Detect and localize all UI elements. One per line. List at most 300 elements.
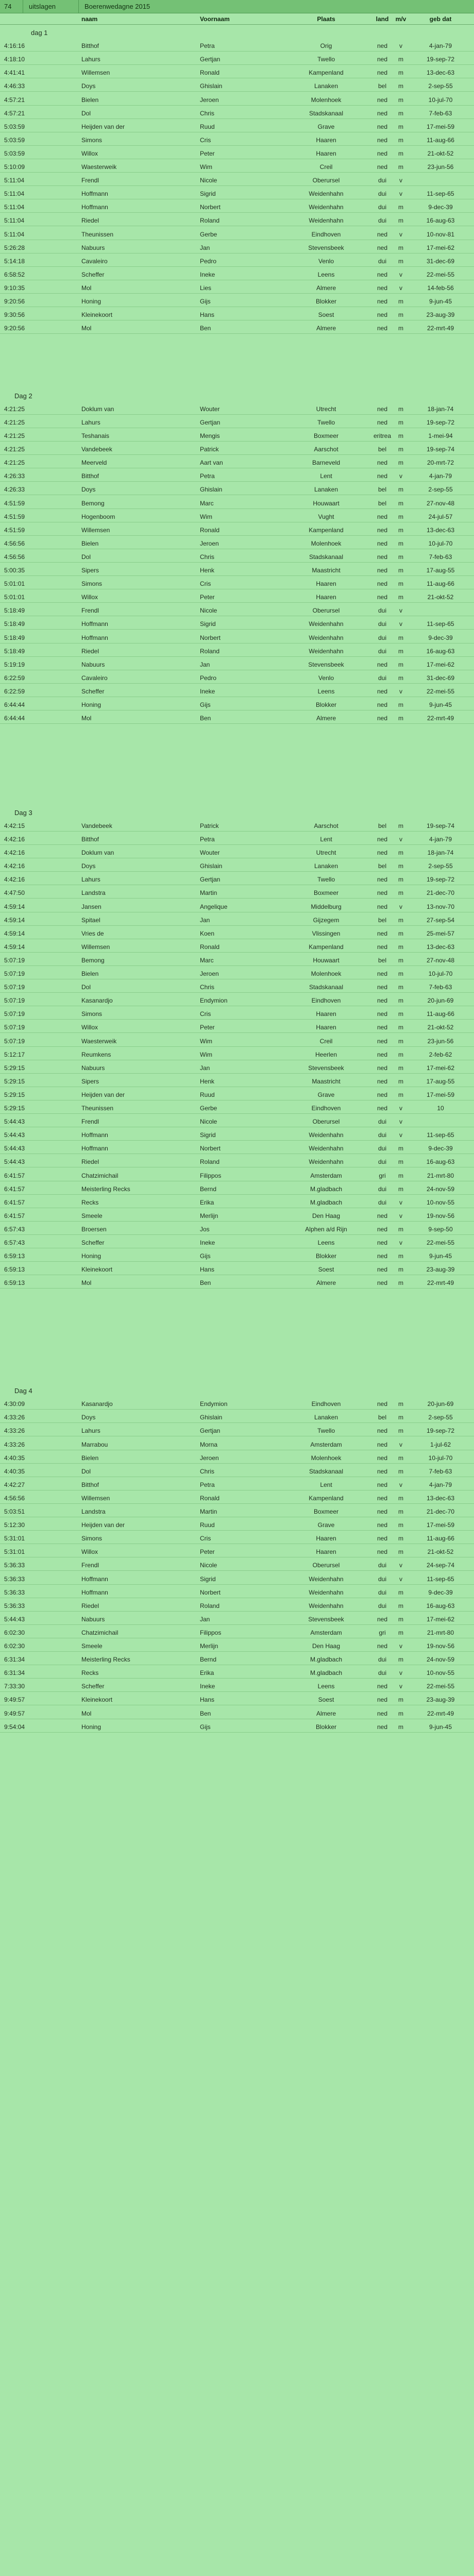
table-row[interactable]	[0, 847, 474, 858]
row-plaats[interactable]: Lent	[320, 836, 332, 843]
row-gebdat[interactable]: 10	[437, 1105, 444, 1112]
row-mv[interactable]: m	[398, 1467, 403, 1475]
table-row[interactable]	[0, 430, 474, 442]
row-land[interactable]: gri	[379, 1629, 386, 1636]
table-row[interactable]	[0, 134, 474, 146]
table-row[interactable]	[0, 309, 474, 320]
row-naam[interactable]: Kleinekoort	[81, 1696, 113, 1704]
row-voornaam[interactable]: Sigrid	[200, 1575, 216, 1583]
row-gebdat[interactable]: 18-jan-74	[427, 405, 454, 413]
row-naam[interactable]: Doklum van	[81, 849, 114, 857]
row-gebdat[interactable]: 7-feb-63	[429, 1467, 452, 1475]
row-gebdat[interactable]: 2-sep-55	[428, 1414, 453, 1421]
row-gebdat[interactable]: 24-jul-57	[428, 513, 453, 520]
row-gebdat[interactable]: 9-dec-39	[428, 1145, 453, 1153]
table-row[interactable]	[0, 1089, 474, 1100]
row-plaats[interactable]: M.gladbach	[310, 1198, 343, 1206]
row-time[interactable]: 5:03:59	[4, 123, 25, 130]
row-naam[interactable]: Simons	[81, 1535, 103, 1543]
row-time[interactable]: 5:12:30	[4, 1521, 25, 1529]
row-voornaam[interactable]: Gertjan	[200, 1427, 221, 1435]
row-naam[interactable]: Nabuurs	[81, 1615, 105, 1623]
row-plaats[interactable]: Stevensbeek	[308, 660, 344, 668]
row-time[interactable]: 6:31:34	[4, 1669, 25, 1677]
table-row[interactable]	[0, 201, 474, 213]
row-gebdat[interactable]: 10-jul-70	[428, 539, 453, 547]
row-plaats[interactable]: Weidenhahn	[309, 204, 344, 211]
row-land[interactable]: ned	[377, 459, 388, 467]
table-row[interactable]	[0, 1049, 474, 1060]
row-time[interactable]: 4:21:25	[4, 446, 25, 453]
row-gebdat[interactable]: 11-sep-65	[427, 190, 454, 198]
row-naam[interactable]: Theunissen	[81, 1105, 114, 1112]
row-voornaam[interactable]: Endymion	[200, 997, 228, 1005]
row-naam[interactable]: Frendl	[81, 607, 99, 615]
row-plaats[interactable]: Den Haag	[312, 1642, 341, 1650]
row-naam[interactable]: Honing	[81, 1252, 101, 1260]
row-mv[interactable]: m	[398, 1024, 403, 1031]
row-plaats[interactable]: Vlissingen	[312, 929, 341, 937]
row-time[interactable]: 4:51:59	[4, 526, 25, 534]
row-mv[interactable]: m	[398, 204, 403, 211]
table-row[interactable]	[0, 820, 474, 832]
row-time[interactable]: 4:42:16	[4, 862, 25, 870]
row-time[interactable]: 4:42:27	[4, 1481, 25, 1488]
table-row[interactable]	[0, 1250, 474, 1262]
table-row[interactable]	[0, 1156, 474, 1167]
table-row[interactable]	[0, 605, 474, 616]
row-voornaam[interactable]: Morna	[200, 1440, 218, 1448]
row-mv[interactable]: m	[398, 1266, 403, 1274]
row-plaats[interactable]: Grave	[317, 123, 335, 130]
table-row[interactable]	[0, 1587, 474, 1598]
row-voornaam[interactable]: Peter	[200, 149, 215, 157]
row-plaats[interactable]: Leens	[317, 687, 335, 695]
row-gebdat[interactable]: 7-feb-63	[429, 984, 452, 991]
row-mv[interactable]: v	[399, 1105, 402, 1112]
row-mv[interactable]: v	[399, 903, 402, 910]
row-plaats[interactable]: Molenhoek	[311, 970, 342, 977]
row-plaats[interactable]: Stevensbeek	[308, 244, 344, 251]
row-plaats[interactable]: Blokker	[315, 701, 336, 708]
row-land[interactable]: ned	[377, 567, 388, 574]
row-mv[interactable]: v	[399, 42, 402, 50]
row-land[interactable]: bel	[378, 916, 386, 924]
table-row[interactable]	[0, 955, 474, 966]
row-time[interactable]: 4:59:14	[4, 943, 25, 951]
row-time[interactable]: 6:31:34	[4, 1656, 25, 1664]
row-voornaam[interactable]: Gertjan	[200, 876, 221, 884]
row-gebdat[interactable]: 7-feb-63	[429, 109, 452, 117]
row-naam[interactable]: Simons	[81, 1010, 103, 1018]
row-land[interactable]: ned	[377, 943, 388, 951]
row-naam[interactable]: Willox	[81, 149, 98, 157]
row-time[interactable]: 5:01:01	[4, 580, 25, 588]
row-land[interactable]: ned	[377, 903, 388, 910]
row-gebdat[interactable]: 17-mei-59	[426, 1521, 455, 1529]
row-land[interactable]: dui	[378, 1669, 386, 1677]
row-time[interactable]: 5:01:01	[4, 594, 25, 601]
row-time[interactable]: 9:20:56	[4, 325, 25, 332]
row-naam[interactable]: Cavaleiro	[81, 674, 108, 682]
row-plaats[interactable]: Kampenland	[309, 1494, 344, 1502]
row-mv[interactable]: m	[398, 701, 403, 708]
row-voornaam[interactable]: Roland	[200, 1602, 220, 1609]
row-mv[interactable]: m	[398, 513, 403, 520]
table-row[interactable]	[0, 1103, 474, 1114]
row-time[interactable]: 5:03:59	[4, 136, 25, 144]
row-land[interactable]: ned	[377, 997, 388, 1005]
row-naam[interactable]: Hogenboom	[81, 513, 115, 520]
row-time[interactable]: 4:33:26	[4, 1427, 25, 1435]
row-land[interactable]: dui	[378, 1656, 386, 1664]
row-gebdat[interactable]: 21-mrt-80	[427, 1172, 454, 1179]
table-row[interactable]	[0, 256, 474, 267]
row-time[interactable]: 6:44:44	[4, 715, 25, 722]
row-naam[interactable]: Frendl	[81, 177, 99, 184]
row-mv[interactable]: m	[398, 418, 403, 426]
table-row[interactable]	[0, 995, 474, 1006]
row-voornaam[interactable]: Henk	[200, 567, 215, 574]
row-mv[interactable]: m	[398, 526, 403, 534]
row-time[interactable]: 6:41:57	[4, 1198, 25, 1206]
row-gebdat[interactable]: 11-sep-65	[427, 1575, 454, 1583]
row-voornaam[interactable]: Bernd	[200, 1185, 217, 1193]
row-land[interactable]: bel	[378, 822, 386, 829]
row-land[interactable]: dui	[378, 1131, 386, 1139]
row-plaats[interactable]: Lanaken	[314, 862, 338, 870]
table-row[interactable]	[0, 672, 474, 684]
row-time[interactable]: 5:11:04	[4, 217, 25, 225]
row-plaats[interactable]: Haaren	[316, 1535, 336, 1543]
row-land[interactable]: ned	[377, 149, 388, 157]
row-land[interactable]: ned	[377, 594, 388, 601]
row-gebdat[interactable]: 17-mei-59	[426, 123, 455, 130]
row-naam[interactable]: Hoffmann	[81, 1131, 108, 1139]
row-time[interactable]: 5:31:01	[4, 1548, 25, 1556]
row-plaats[interactable]: Kampenland	[309, 943, 344, 951]
row-time[interactable]: 6:22:59	[4, 687, 25, 695]
row-voornaam[interactable]: Ineke	[200, 1683, 215, 1690]
row-plaats[interactable]: Soest	[318, 1696, 334, 1704]
row-mv[interactable]: m	[398, 876, 403, 884]
row-plaats[interactable]: Twello	[317, 1427, 335, 1435]
row-voornaam[interactable]: Erika	[200, 1669, 214, 1677]
table-row[interactable]	[0, 54, 474, 65]
row-gebdat[interactable]: 11-aug-66	[427, 1010, 454, 1018]
row-plaats[interactable]: Weidenhahn	[309, 190, 344, 198]
row-voornaam[interactable]: Gijs	[200, 298, 211, 305]
row-plaats[interactable]: Eindhoven	[311, 997, 341, 1005]
row-voornaam[interactable]: Cris	[200, 580, 211, 588]
row-plaats[interactable]: Weidenhahn	[309, 1588, 344, 1596]
row-naam[interactable]: Doys	[81, 82, 96, 90]
row-gebdat[interactable]: 19-nov-56	[426, 1642, 455, 1650]
row-land[interactable]: dui	[378, 674, 386, 682]
row-mv[interactable]: m	[398, 1225, 403, 1233]
row-gebdat[interactable]: 10-nov-55	[426, 1669, 455, 1677]
row-plaats[interactable]: Haaren	[316, 149, 336, 157]
table-row[interactable]	[0, 887, 474, 899]
row-voornaam[interactable]: Erika	[200, 1198, 214, 1206]
table-row[interactable]	[0, 551, 474, 563]
row-plaats[interactable]: Oberursel	[312, 1562, 340, 1569]
row-naam[interactable]: Sipers	[81, 1077, 99, 1085]
row-naam[interactable]: Hoffmann	[81, 620, 108, 628]
row-gebdat[interactable]: 23-aug-39	[426, 1696, 455, 1704]
table-row[interactable]	[0, 618, 474, 630]
row-naam[interactable]: Hoffmann	[81, 1575, 108, 1583]
row-mv[interactable]: v	[399, 1118, 402, 1126]
row-naam[interactable]: Nabuurs	[81, 660, 105, 668]
row-mv[interactable]: m	[398, 163, 403, 171]
row-time[interactable]: 5:44:43	[4, 1158, 25, 1166]
row-land[interactable]: ned	[377, 136, 388, 144]
row-mv[interactable]: m	[398, 889, 403, 897]
row-voornaam[interactable]: Chris	[200, 109, 215, 117]
table-row[interactable]	[0, 941, 474, 953]
row-mv[interactable]: m	[398, 970, 403, 977]
row-time[interactable]: 4:51:59	[4, 513, 25, 520]
row-mv[interactable]: m	[398, 1185, 403, 1193]
row-mv[interactable]: v	[399, 270, 402, 278]
row-voornaam[interactable]: Ruud	[200, 1091, 215, 1098]
row-plaats[interactable]: Kampenland	[309, 526, 344, 534]
row-voornaam[interactable]: Ruud	[200, 1521, 215, 1529]
row-land[interactable]: ned	[377, 929, 388, 937]
row-naam[interactable]: Honing	[81, 1723, 101, 1731]
row-gebdat[interactable]: 9-dec-39	[428, 634, 453, 641]
row-plaats[interactable]: Grave	[317, 1091, 335, 1098]
row-time[interactable]: 4:42:16	[4, 836, 25, 843]
table-row[interactable]	[0, 914, 474, 926]
row-plaats[interactable]: Stadskanaal	[309, 984, 344, 991]
row-naam[interactable]: Heijden van der	[81, 1091, 125, 1098]
row-time[interactable]: 5:18:49	[4, 647, 25, 655]
row-naam[interactable]: Vries de	[81, 929, 104, 937]
row-voornaam[interactable]: Roland	[200, 647, 220, 655]
row-land[interactable]: dui	[378, 607, 386, 615]
row-plaats[interactable]: Haaren	[316, 580, 336, 588]
table-row[interactable]	[0, 511, 474, 522]
row-voornaam[interactable]: Gerbe	[200, 1105, 217, 1112]
table-row[interactable]	[0, 1600, 474, 1612]
table-row[interactable]	[0, 1129, 474, 1141]
row-naam[interactable]: Mol	[81, 325, 92, 332]
row-plaats[interactable]: Haaren	[316, 1010, 336, 1018]
table-row[interactable]	[0, 1667, 474, 1679]
row-land[interactable]: ned	[377, 1723, 388, 1731]
table-row[interactable]	[0, 148, 474, 159]
row-time[interactable]: 5:26:28	[4, 244, 25, 251]
row-voornaam[interactable]: Norbert	[200, 1588, 221, 1596]
row-time[interactable]: 5:03:51	[4, 1508, 25, 1515]
row-land[interactable]: ned	[377, 418, 388, 426]
row-voornaam[interactable]: Gijs	[200, 1723, 211, 1731]
row-land[interactable]: dui	[378, 1118, 386, 1126]
row-naam[interactable]: Willemsen	[81, 943, 110, 951]
table-row[interactable]	[0, 470, 474, 482]
row-naam[interactable]: Bitthof	[81, 42, 99, 50]
row-mv[interactable]: v	[399, 1562, 402, 1569]
row-mv[interactable]: m	[398, 1629, 403, 1636]
row-land[interactable]: ned	[377, 1091, 388, 1098]
row-voornaam[interactable]: Ben	[200, 715, 211, 722]
row-naam[interactable]: Hoffmann	[81, 1588, 108, 1596]
row-land[interactable]: ned	[377, 1024, 388, 1031]
row-gebdat[interactable]: 4-jan-79	[429, 42, 452, 50]
row-mv[interactable]: m	[398, 217, 403, 225]
row-plaats[interactable]: Lanaken	[314, 486, 338, 494]
row-time[interactable]: 4:59:14	[4, 903, 25, 910]
row-plaats[interactable]: Eindhoven	[311, 1400, 341, 1408]
row-time[interactable]: 5:18:49	[4, 620, 25, 628]
row-plaats[interactable]: Stadskanaal	[309, 109, 344, 117]
row-naam[interactable]: Honing	[81, 298, 101, 305]
row-voornaam[interactable]: Ronald	[200, 526, 220, 534]
row-land[interactable]: ned	[377, 1467, 388, 1475]
row-mv[interactable]: m	[398, 1535, 403, 1543]
row-plaats[interactable]: Venlo	[318, 257, 334, 265]
row-time[interactable]: 4:46:33	[4, 82, 25, 90]
row-voornaam[interactable]: Ben	[200, 1709, 211, 1717]
row-plaats[interactable]: Oberursel	[312, 1118, 340, 1126]
table-row[interactable]	[0, 1627, 474, 1638]
row-naam[interactable]: Doys	[81, 1414, 96, 1421]
row-plaats[interactable]: Den Haag	[312, 1212, 341, 1219]
row-plaats[interactable]: Leens	[317, 1683, 335, 1690]
row-time[interactable]: 6:59:13	[4, 1266, 25, 1274]
row-naam[interactable]: Willemsen	[81, 69, 110, 77]
row-gebdat[interactable]: 16-aug-63	[426, 647, 455, 655]
table-row[interactable]	[0, 1640, 474, 1652]
row-voornaam[interactable]: Aart van	[200, 459, 223, 467]
row-voornaam[interactable]: Patrick	[200, 822, 219, 829]
row-gebdat[interactable]: 21-okt-52	[427, 1024, 454, 1031]
row-naam[interactable]: Hoffmann	[81, 190, 108, 198]
row-time[interactable]: 4:40:35	[4, 1467, 25, 1475]
row-mv[interactable]: m	[398, 1077, 403, 1085]
row-voornaam[interactable]: Wouter	[200, 405, 220, 413]
row-voornaam[interactable]: Filippos	[200, 1172, 222, 1179]
row-mv[interactable]: m	[398, 956, 403, 964]
row-land[interactable]: ned	[377, 1266, 388, 1274]
row-time[interactable]: 6:59:13	[4, 1252, 25, 1260]
table-row[interactable]	[0, 121, 474, 132]
row-land[interactable]: ned	[377, 284, 388, 292]
row-land[interactable]: bel	[378, 82, 386, 90]
row-naam[interactable]: Heijden van der	[81, 123, 125, 130]
row-gebdat[interactable]: 17-mei-62	[426, 1615, 455, 1623]
row-voornaam[interactable]: Peter	[200, 1024, 215, 1031]
row-voornaam[interactable]: Pedro	[200, 257, 217, 265]
row-voornaam[interactable]: Merlijn	[200, 1212, 218, 1219]
row-time[interactable]: 5:12:17	[4, 1050, 25, 1058]
table-row[interactable]	[0, 457, 474, 468]
row-time[interactable]: 4:57:21	[4, 109, 25, 117]
table-row[interactable]	[0, 80, 474, 92]
row-land[interactable]: ned	[377, 687, 388, 695]
row-voornaam[interactable]: Ronald	[200, 1494, 220, 1502]
row-land[interactable]: ned	[377, 311, 388, 319]
row-gebdat[interactable]: 9-sep-50	[428, 1225, 453, 1233]
row-naam[interactable]: Recks	[81, 1198, 99, 1206]
row-plaats[interactable]: Leens	[317, 1239, 335, 1246]
row-plaats[interactable]: Twello	[317, 56, 335, 63]
row-naam[interactable]: Riedel	[81, 1158, 99, 1166]
row-naam[interactable]: Simons	[81, 136, 103, 144]
row-time[interactable]: 5:11:04	[4, 230, 25, 238]
row-plaats[interactable]: Utrecht	[316, 849, 336, 857]
row-time[interactable]: 6:59:13	[4, 1279, 25, 1287]
row-mv[interactable]: m	[398, 405, 403, 413]
row-land[interactable]: ned	[377, 405, 388, 413]
row-voornaam[interactable]: Norbert	[200, 204, 221, 211]
row-mv[interactable]: m	[398, 1494, 403, 1502]
row-land[interactable]: ned	[377, 970, 388, 977]
row-mv[interactable]: v	[399, 1683, 402, 1690]
table-row[interactable]	[0, 1573, 474, 1585]
row-voornaam[interactable]: Lies	[200, 284, 212, 292]
row-mv[interactable]: m	[398, 1091, 403, 1098]
row-land[interactable]: dui	[378, 1158, 386, 1166]
row-time[interactable]: 5:07:19	[4, 1037, 25, 1045]
row-plaats[interactable]: Boxmeer	[313, 1508, 339, 1515]
row-mv[interactable]: m	[398, 1696, 403, 1704]
table-row[interactable]	[0, 269, 474, 280]
row-gebdat[interactable]: 4-jan-79	[429, 836, 452, 843]
row-naam[interactable]: Lahurs	[81, 56, 100, 63]
row-land[interactable]: ned	[377, 715, 388, 722]
sheet-title[interactable]: Boerenwedagne 2015	[84, 3, 150, 10]
row-land[interactable]: gri	[379, 1172, 386, 1179]
row-voornaam[interactable]: Pedro	[200, 674, 217, 682]
row-naam[interactable]: Marrabou	[81, 1440, 108, 1448]
row-voornaam[interactable]: Ronald	[200, 69, 220, 77]
row-mv[interactable]: v	[399, 1642, 402, 1650]
row-land[interactable]: ned	[377, 298, 388, 305]
row-plaats[interactable]: Eindhoven	[311, 230, 341, 238]
row-voornaam[interactable]: Henk	[200, 1077, 215, 1085]
row-land[interactable]: ned	[377, 163, 388, 171]
row-naam[interactable]: Willox	[81, 1548, 98, 1556]
row-naam[interactable]: Bemong	[81, 499, 105, 507]
row-mv[interactable]: m	[398, 849, 403, 857]
row-mv[interactable]: m	[398, 499, 403, 507]
row-plaats[interactable]: Weidenhahn	[309, 1145, 344, 1153]
row-plaats[interactable]: Weidenhahn	[309, 634, 344, 641]
row-plaats[interactable]: Weidenhahn	[309, 647, 344, 655]
table-row[interactable]	[0, 229, 474, 240]
row-voornaam[interactable]: Jan	[200, 1064, 210, 1072]
row-gebdat[interactable]: 10-jul-70	[428, 1454, 453, 1462]
row-time[interactable]: 6:57:43	[4, 1225, 25, 1233]
row-voornaam[interactable]: Jos	[200, 1225, 210, 1233]
row-naam[interactable]: Lahurs	[81, 418, 100, 426]
row-gebdat[interactable]: 31-dec-69	[426, 257, 455, 265]
row-land[interactable]: bel	[378, 956, 386, 964]
row-time[interactable]: 4:26:33	[4, 486, 25, 494]
row-mv[interactable]: m	[398, 486, 403, 494]
row-voornaam[interactable]: Roland	[200, 217, 220, 225]
row-gebdat[interactable]: 13-dec-63	[426, 526, 455, 534]
row-naam[interactable]: Kasanardjo	[81, 997, 113, 1005]
row-voornaam[interactable]: Jeroen	[200, 96, 219, 104]
row-gebdat[interactable]: 27-nov-48	[426, 956, 455, 964]
row-voornaam[interactable]: Gerbe	[200, 230, 217, 238]
row-time[interactable]: 5:07:19	[4, 1010, 25, 1018]
row-mv[interactable]: m	[398, 1414, 403, 1421]
